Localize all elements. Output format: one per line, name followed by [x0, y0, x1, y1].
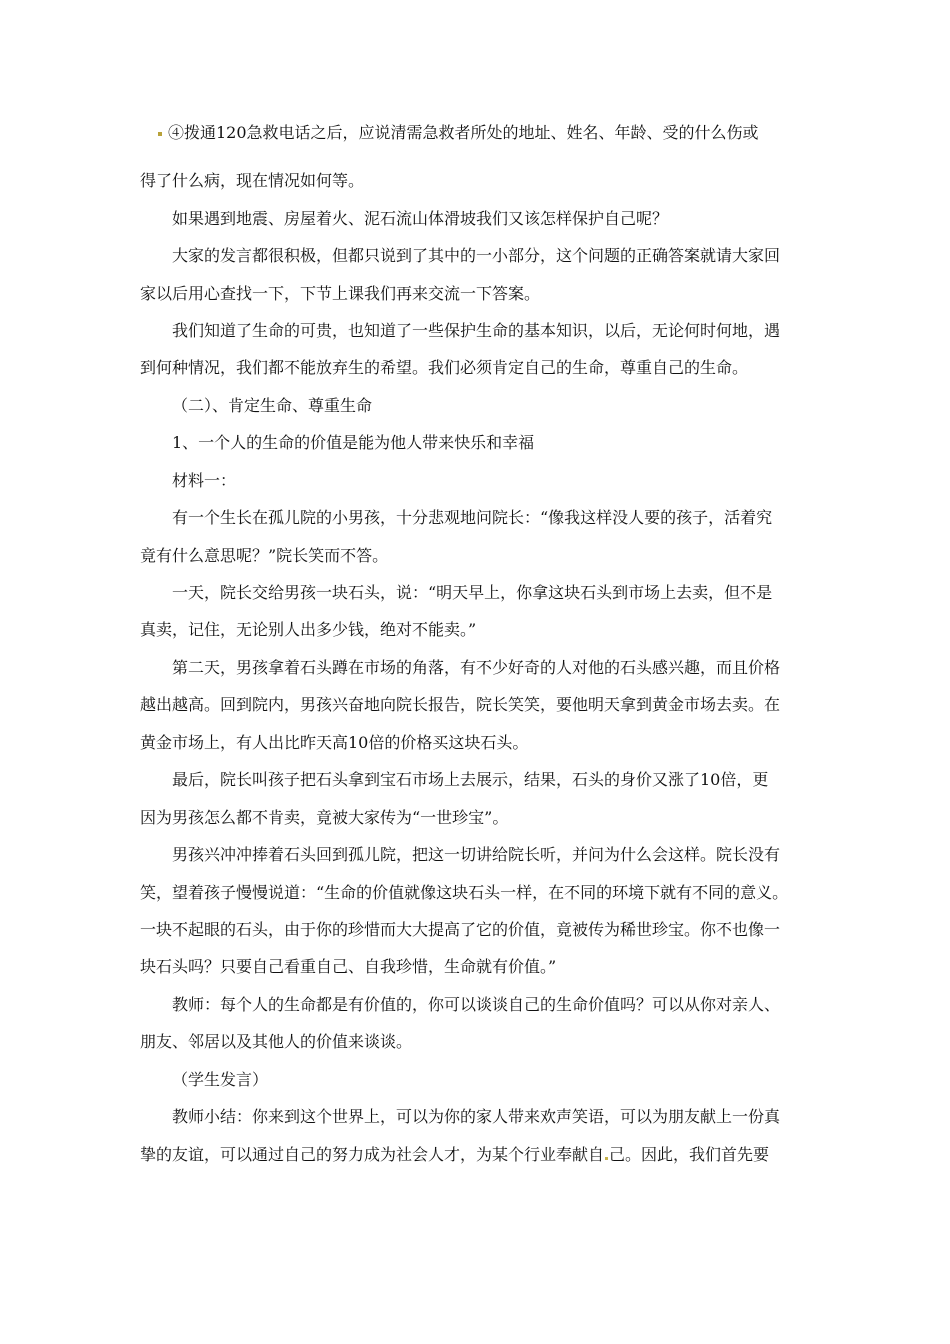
- section-heading: （二）、肯定生命、尊重生命: [172, 396, 373, 415]
- paragraph-line: 朋友、邻居以及其他人的价值来谈谈。: [140, 1032, 413, 1051]
- paragraph-line: 越出越高。回到院内，男孩兴奋地向院长报告，院长笑笑，要他明天拿到黄金市场去卖。在: [140, 695, 781, 714]
- paragraph-line: 我们知道了生命的可贵，也知道了一些保护生命的基本知识，以后，无论何时何地，遇: [172, 321, 781, 340]
- paragraph-line: 笑，望着孩子慢慢说道：“生命的价值就像这块石头一样，在不同的环境下就有不同的意义。: [140, 883, 789, 902]
- bullet-mark: [158, 132, 162, 136]
- paragraph-line: 第二天，男孩拿着石头蹲在市场的角落，有不少好奇的人对他的石头感兴趣，而且价格: [172, 658, 781, 677]
- paragraph-line: 竟有什么意思呢？”院长笑而不答。: [140, 546, 389, 565]
- paragraph-line: 因为男孩怎么都不肯卖，竟被大家传为“一世珍宝”。: [140, 808, 509, 827]
- paragraph-line: 男孩兴冲冲捧着石头回到孤儿院，把这一切讲给院长听，并问为什么会这样。院长没有: [172, 845, 781, 864]
- paragraph-line: 教师：每个人的生命都是有价值的，你可以谈谈自己的生命价值吗？可以从你对亲人、: [172, 995, 781, 1014]
- paragraph-line: 块石头吗？只要自己看重自己、自我珍惜，生命就有价值。”: [140, 957, 557, 976]
- material-label: 材料一：: [172, 471, 237, 490]
- paragraph-line: 一块不起眼的石头，由于你的珍惜而大大提高了它的价值，竟被传为稀世珍宝。你不也像一: [140, 920, 781, 939]
- paragraph-line: ④拨通120急救电话之后，应说清需急救者所处的地址、姓名、年龄、受的什么伤或: [158, 114, 830, 152]
- paragraph-line: 到何种情况，我们都不能放弃生的希望。我们必须肯定自己的生命，尊重自己的生命。: [140, 358, 749, 377]
- paragraph-line: 一天，院长交给男孩一块石头，说：“明天早上，你拿这块石头到市场上去卖，但不是: [172, 583, 773, 602]
- paragraph-line: 最后，院长叫孩子把石头拿到宝石市场上去展示，结果，石头的身价又涨了10倍，更: [172, 770, 769, 789]
- paragraph-line: 教师小结：你来到这个世界上，可以为你的家人带来欢声笑语，可以为朋友献上一份真: [172, 1107, 781, 1126]
- paragraph-line: 真卖，记住，无论别人出多少钱，绝对不能卖。”: [140, 620, 477, 639]
- paragraph-line: 大家的发言都很积极，但都只说到了其中的一小部分，这个问题的正确答案就请大家回: [172, 246, 781, 265]
- paragraph-line: 如果遇到地震、房屋着火、泥石流山体滑坡我们又该怎样保护自己呢？: [172, 209, 669, 228]
- paragraph-line: （学生发言）: [172, 1070, 269, 1089]
- paragraph-line: 有一个生长在孤儿院的小男孩，十分悲观地问院长：“像我这样没人要的孩子，活着究: [172, 508, 773, 527]
- inline-mark: [605, 1157, 608, 1160]
- paragraph-line: 得了什么病，现在情况如何等。: [140, 171, 365, 190]
- subsection-heading: 1、一个人的生命的价值是能为他人带来快乐和幸福: [172, 433, 535, 452]
- paragraph-line: 家以后用心查找一下，下节上课我们再来交流一下答案。: [140, 284, 541, 303]
- paragraph-line: 挚的友谊，可以通过自己的努力成为社会人才，为某个行业奉献自 己。因此，我们首先要: [140, 1145, 770, 1164]
- paragraph-line: 黄金市场上，有人出比昨天高10倍的价格买这块石头。: [140, 733, 529, 752]
